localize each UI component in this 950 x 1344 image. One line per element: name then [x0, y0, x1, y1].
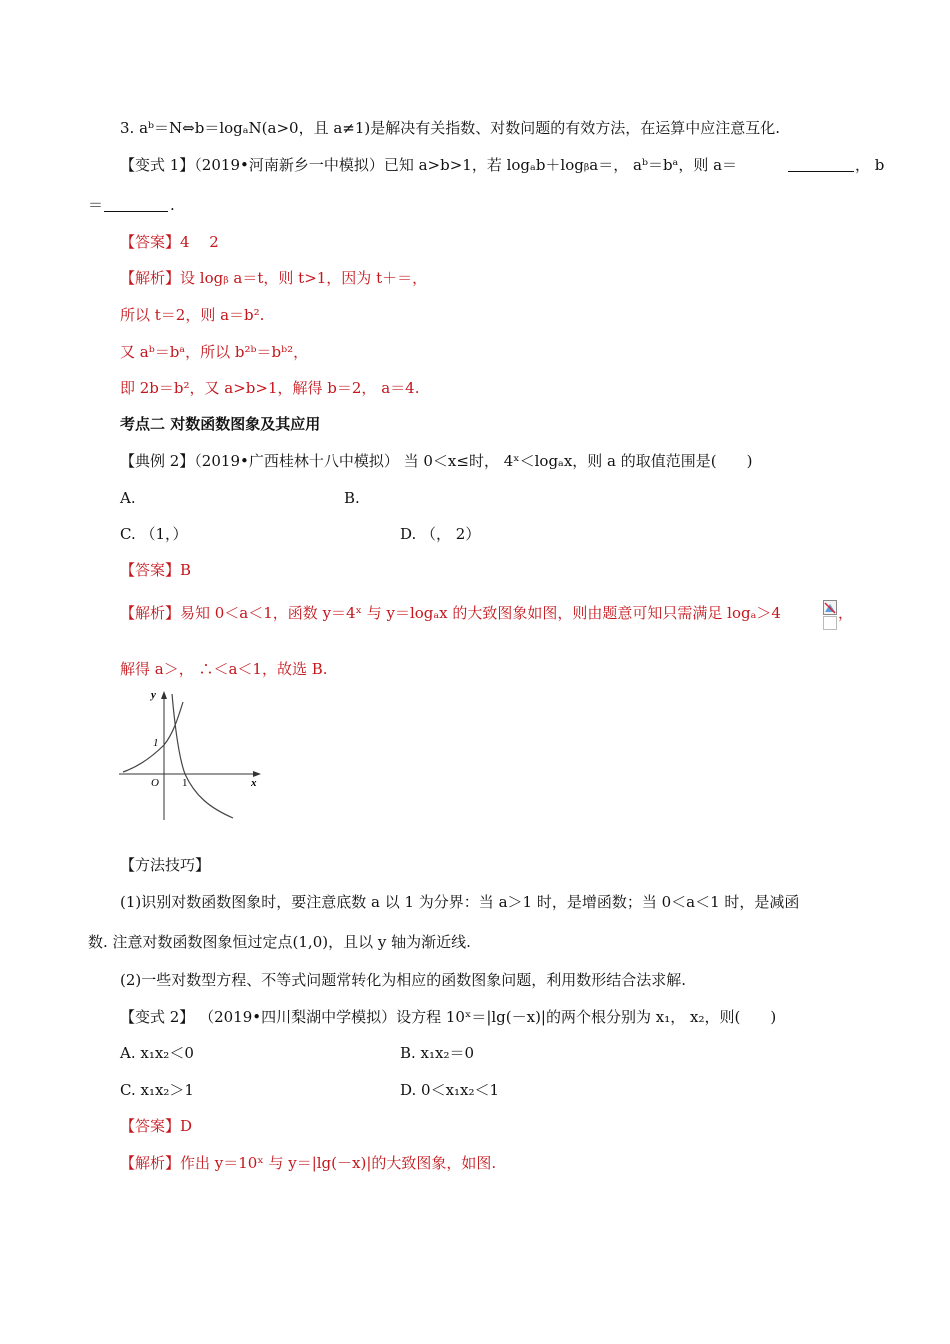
origin-label: O — [151, 777, 159, 789]
blank-b — [104, 195, 168, 212]
solution-1-line-2: 所以 t＝2，则 a＝b². — [120, 306, 265, 324]
y-axis-arrow-icon — [161, 691, 167, 699]
x-tick-label: 1 — [182, 777, 188, 789]
answer-2: 【答案】B — [120, 561, 192, 579]
variant-2-option-c: C. x₁x₂＞1 — [120, 1081, 194, 1099]
function-graph — [115, 688, 265, 823]
method-line-3: (2)一些对数型方程、不等式问题常转化为相应的函数图象问题，利用数形结合法求解. — [120, 971, 687, 989]
example-2: 【典例 2】（2019•广西桂林十八中模拟） 当 0＜x≤时， 4ˣ＜logₐx，则 a 的取值范围是( ) — [120, 452, 753, 470]
section-heading: 考点二 对数函数图象及其应用 — [120, 415, 321, 433]
solution-1-line-3: 又 aᵇ＝bᵃ，所以 b²ᵇ＝bᵇ²， — [120, 343, 309, 361]
variant-2-option-a: A. x₁x₂＜0 — [120, 1044, 194, 1062]
method-line-2: 数. 注意对数函数图象恒过定点(1,0)，且以 y 轴为渐近线. — [88, 933, 471, 951]
variant-2-option-d: D. 0＜x₁x₂＜1 — [400, 1081, 500, 1099]
solution-1-line-1: 【解析】设 logᵦ a＝t，则 t>1，因为 t＋＝， — [120, 269, 428, 287]
variant-2-option-b: B. x₁x₂＝0 — [400, 1044, 475, 1062]
solution-2-line-1: 【解析】易知 0＜a＜1，函数 y＝4ˣ 与 y＝logₐx 的大致图象如图，则由题意可知只需满足 logₐ＞4 — [120, 604, 781, 622]
option-a: A. — [120, 489, 136, 507]
option-d: D. （， 2） — [400, 525, 481, 543]
solution-3-line-1: 【解析】作出 y＝10ˣ 与 y＝|lg(－x)|的大致图象，如图. — [120, 1154, 497, 1172]
broken-image-icon — [823, 600, 837, 630]
text-line-3b: . — [170, 196, 175, 214]
option-b: B. — [344, 489, 360, 507]
blank-a — [788, 155, 854, 172]
text-line-2a: 【变式 1】（2019•河南新乡一中模拟）已知 a>b>1，若 logₐb＋logᵦa＝， aᵇ＝bᵃ，则 a＝ — [120, 156, 738, 174]
y-tick-label: 1 — [153, 737, 159, 749]
solution-1-line-4: 即 2b＝b²，又 a>b>1，解得 b＝2， a＝4. — [120, 379, 420, 397]
answer-1: 【答案】4 2 — [120, 233, 219, 251]
method-line-1: (1)识别对数函数图象时，要注意底数 a 以 1 为分界：当 a＞1 时，是增函数；当 0＜a＜1 时，是减函 — [120, 893, 800, 911]
method-heading: 【方法技巧】 — [120, 856, 211, 874]
text-line-2b: ， b — [855, 156, 885, 174]
variant-2: 【变式 2】 （2019•四川梨湖中学模拟）设方程 10ˣ＝|lg(－x)|的两个根分别为 x₁， x₂，则( ) — [120, 1008, 777, 1026]
text-line-1: 3. aᵇ＝N⇔b＝logₐN(a>0，且 a≠1)是解决有关指数、对数问题的有效方法，在运算中应注意互化. — [120, 119, 781, 137]
solution-2-line-2: 解得 a＞， ∴＜a＜1，故选 B. — [120, 660, 328, 678]
solution-2-comma: ， — [838, 604, 854, 622]
answer-3: 【答案】D — [120, 1117, 193, 1135]
text-line-3a: ＝ — [88, 196, 104, 214]
log-curve — [172, 694, 233, 818]
option-c: C. （1，） — [120, 525, 188, 543]
x-axis-label: x — [251, 777, 257, 789]
y-axis-label: y — [151, 689, 156, 701]
